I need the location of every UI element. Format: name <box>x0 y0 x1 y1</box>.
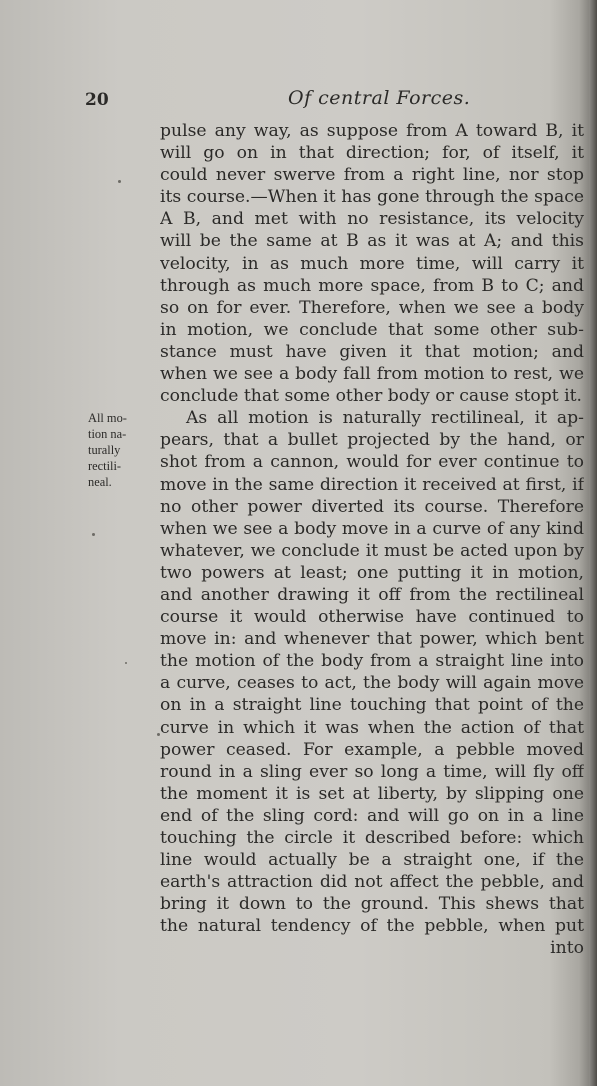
text-line: curve in which it was when the action of that <box>160 717 584 738</box>
text-line: its course.—When it has gone through the space <box>160 187 584 208</box>
text-line: the natural tendency of the pebble, when put <box>160 916 584 937</box>
marginal-note-line: rectili- <box>88 459 122 473</box>
text-line: no other power diverted its course. Therefore <box>160 496 584 517</box>
text-line: two powers at least; one putting it in motion, <box>160 562 584 583</box>
text-line: could never swerve from a right line, nor stop <box>160 165 584 186</box>
text-line: will be the same at B as it was at A; and this <box>160 231 584 252</box>
text-line: course it would otherwise have continued to <box>160 607 584 628</box>
page-edge-shadow <box>589 0 597 1086</box>
text-line: pulse any way, as suppose from A toward B, it <box>160 121 584 141</box>
text-line: the moment it is set at liberty, by slipping one <box>160 783 584 804</box>
paper-speck <box>125 662 127 664</box>
text-line: earth's attraction did not affect the pebble, and <box>160 872 584 893</box>
text-line: will go on in that direction; for, of itself, it <box>160 143 584 164</box>
text-line: when we see a body fall from motion to rest, we <box>160 364 584 385</box>
text-line: when we see a body move in a curve of any kind <box>160 518 584 539</box>
paper-speck <box>118 180 121 183</box>
running-title: Of central Forces. <box>288 87 471 109</box>
paper-speck <box>92 533 95 536</box>
paragraph-rectilineal-motion <box>160 407 584 937</box>
text-line: a curve, ceases to act, the body will again move <box>160 673 584 694</box>
paper-speck <box>157 733 160 736</box>
text-line: bring it down to the ground. This shews that <box>160 894 584 915</box>
text-line: through as much more space, from B to C; and <box>160 275 584 296</box>
body-text <box>160 120 584 960</box>
catchword: into <box>550 938 584 959</box>
page-header <box>85 87 585 116</box>
text-line: on in a straight line touching that point of the <box>160 695 584 716</box>
marginal-note <box>88 410 150 490</box>
text-line: in motion, we conclude that some other sub- <box>160 319 584 340</box>
marginal-note-line: All mo- <box>88 411 127 425</box>
text-line: A B, and met with no resistance, its velocity <box>160 209 584 230</box>
marginal-note-line: turally <box>88 443 121 457</box>
text-line: so on for ever. Therefore, when we see a body <box>160 297 584 318</box>
paragraph-continued <box>160 120 584 407</box>
text-line: conclude that some other body or cause stopt it. <box>160 386 583 407</box>
text-line: move in: and whenever that power, which bent <box>160 629 584 650</box>
text-line: round in a sling ever so long a time, will fly off <box>160 761 584 782</box>
text-line: shot from a cannon, would for ever continue to <box>160 452 584 473</box>
text-line: stance must have given it that motion; and <box>160 341 584 362</box>
text-line: line would actually be a straight one, if the <box>160 850 584 871</box>
marginal-note-line: tion na- <box>88 427 127 441</box>
text-line: end of the sling cord: and will go on in a line <box>160 805 584 826</box>
text-line: touching the circle it described before: which <box>160 828 584 848</box>
text-line: whatever, we conclude it must be acted upon by <box>160 540 584 561</box>
text-line: velocity, in as much more time, will carry it <box>160 253 584 274</box>
text-line: power ceased. For example, a pebble moved <box>160 739 584 760</box>
text-line: and another drawing it off from the rectilineal <box>160 584 584 605</box>
text-line: move in the same direction it received at first, if <box>160 474 584 495</box>
text-line: the motion of the body from a straight line into <box>160 651 584 672</box>
marginal-note-line: neal. <box>88 475 112 489</box>
page-number: 20 <box>85 90 109 110</box>
text-line: pears, that a bullet projected by the hand, or <box>160 430 584 451</box>
text-line: As all motion is naturally rectilineal, it ap- <box>186 408 584 429</box>
